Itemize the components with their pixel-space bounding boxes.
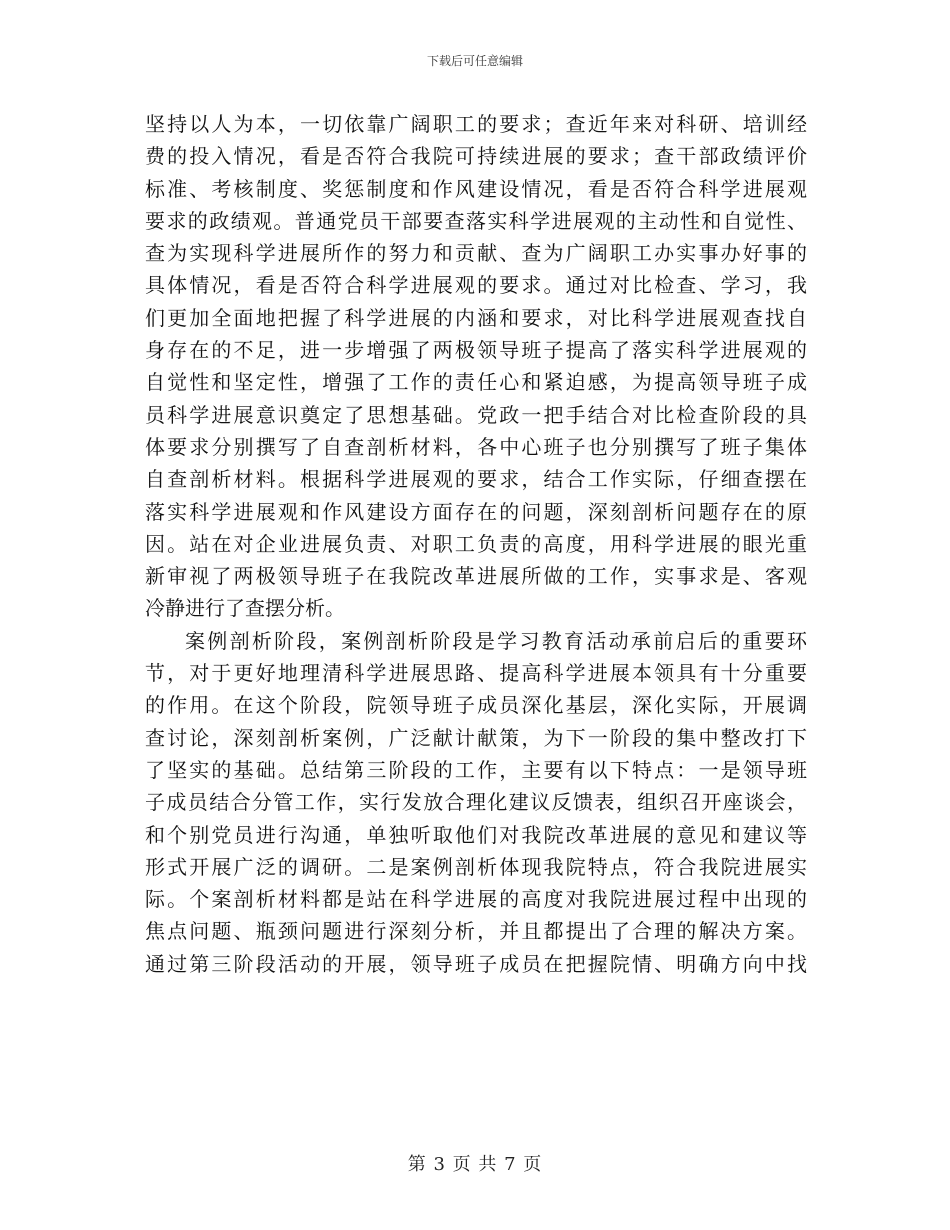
body-line: 际。个案剖析材料都是站在科学进展的高度对我院进展过程中出现的 xyxy=(145,887,807,912)
body-line: 费的投入情况，看是否符合我院可持续进展的要求；查干部政绩评价 xyxy=(145,144,807,169)
body-line: 体要求分别撰写了自查剖析材料，各中心班子也分别撰写了班子集体 xyxy=(145,434,807,459)
document-body xyxy=(145,108,807,980)
body-line: 落实科学进展观和作风建设方面存在的问题，深刻剖析问题存在的原 xyxy=(145,499,807,524)
body-line: 通过第三阶段活动的开展，领导班子成员在把握院情、明确方向中找 xyxy=(145,951,807,976)
page-number-footer: 第 3 页 共 7 页 xyxy=(407,1154,543,1175)
body-line: 们更加全面地把握了科学进展的内涵和要求，对比科学进展观查找自 xyxy=(145,305,807,330)
body-line: 了坚实的基础。总结第三阶段的工作，主要有以下特点：一是领导班 xyxy=(145,757,807,782)
body-line: 查讨论，深刻剖析案例，广泛献计献策，为下一阶段的集中整改打下 xyxy=(145,725,807,750)
body-line: 冷静进行了查摆分析。 xyxy=(145,596,345,621)
body-line: 具体情况，看是否符合科学进展观的要求。通过对比检查、学习，我 xyxy=(145,273,807,298)
body-line: 查为实现科学进展所作的努力和贡献、查为广阔职工办实事办好事的 xyxy=(145,241,807,266)
page-header: 下载后可任意编辑 xyxy=(426,54,523,68)
body-line: 子成员结合分管工作，实行发放合理化建议反馈表，组织召开座谈会， xyxy=(145,790,807,815)
body-line: 的作用。在这个阶段，院领导班子成员深化基层，深化实际，开展调 xyxy=(145,693,807,718)
body-line: 新审视了两极领导班子在我院改革进展所做的工作，实事求是、客观 xyxy=(145,564,807,589)
body-line: 焦点问题、瓶颈问题进行深刻分析，并且都提出了合理的解决方案。 xyxy=(145,919,807,944)
body-line: 和个别党员进行沟通，单独听取他们对我院改革进展的意见和建议等 xyxy=(145,822,807,847)
body-line: 形式开展广泛的调研。二是案例剖析体现我院特点，符合我院进展实 xyxy=(145,854,807,879)
body-line: 案例剖析阶段，案例剖析阶段是学习教育活动承前启后的重要环 xyxy=(185,628,807,653)
body-line: 自查剖析材料。根据科学进展观的要求，结合工作实际，仔细查摆在 xyxy=(145,467,807,492)
body-line: 自觉性和坚定性，增强了工作的责任心和紧迫感，为提高领导班子成 xyxy=(145,370,807,395)
body-line: 身存在的不足，进一步增强了两极领导班子提高了落实科学进展观的 xyxy=(145,338,807,363)
body-line: 节，对于更好地理清科学进展思路、提高科学进展本领具有十分重要 xyxy=(145,661,807,686)
body-line: 因。站在对企业进展负责、对职工负责的高度，用科学进展的眼光重 xyxy=(145,531,807,556)
body-line: 标准、考核制度、奖惩制度和作风建设情况，看是否符合科学进展观 xyxy=(145,176,807,201)
body-line: 员科学进展意识奠定了思想基础。党政一把手结合对比检查阶段的具 xyxy=(145,402,807,427)
body-line: 坚持以人为本，一切依靠广阔职工的要求；查近年来对科研、培训经 xyxy=(145,112,807,136)
body-line: 要求的政绩观。普通党员干部要查落实科学进展观的主动性和自觉性、 xyxy=(145,208,807,233)
